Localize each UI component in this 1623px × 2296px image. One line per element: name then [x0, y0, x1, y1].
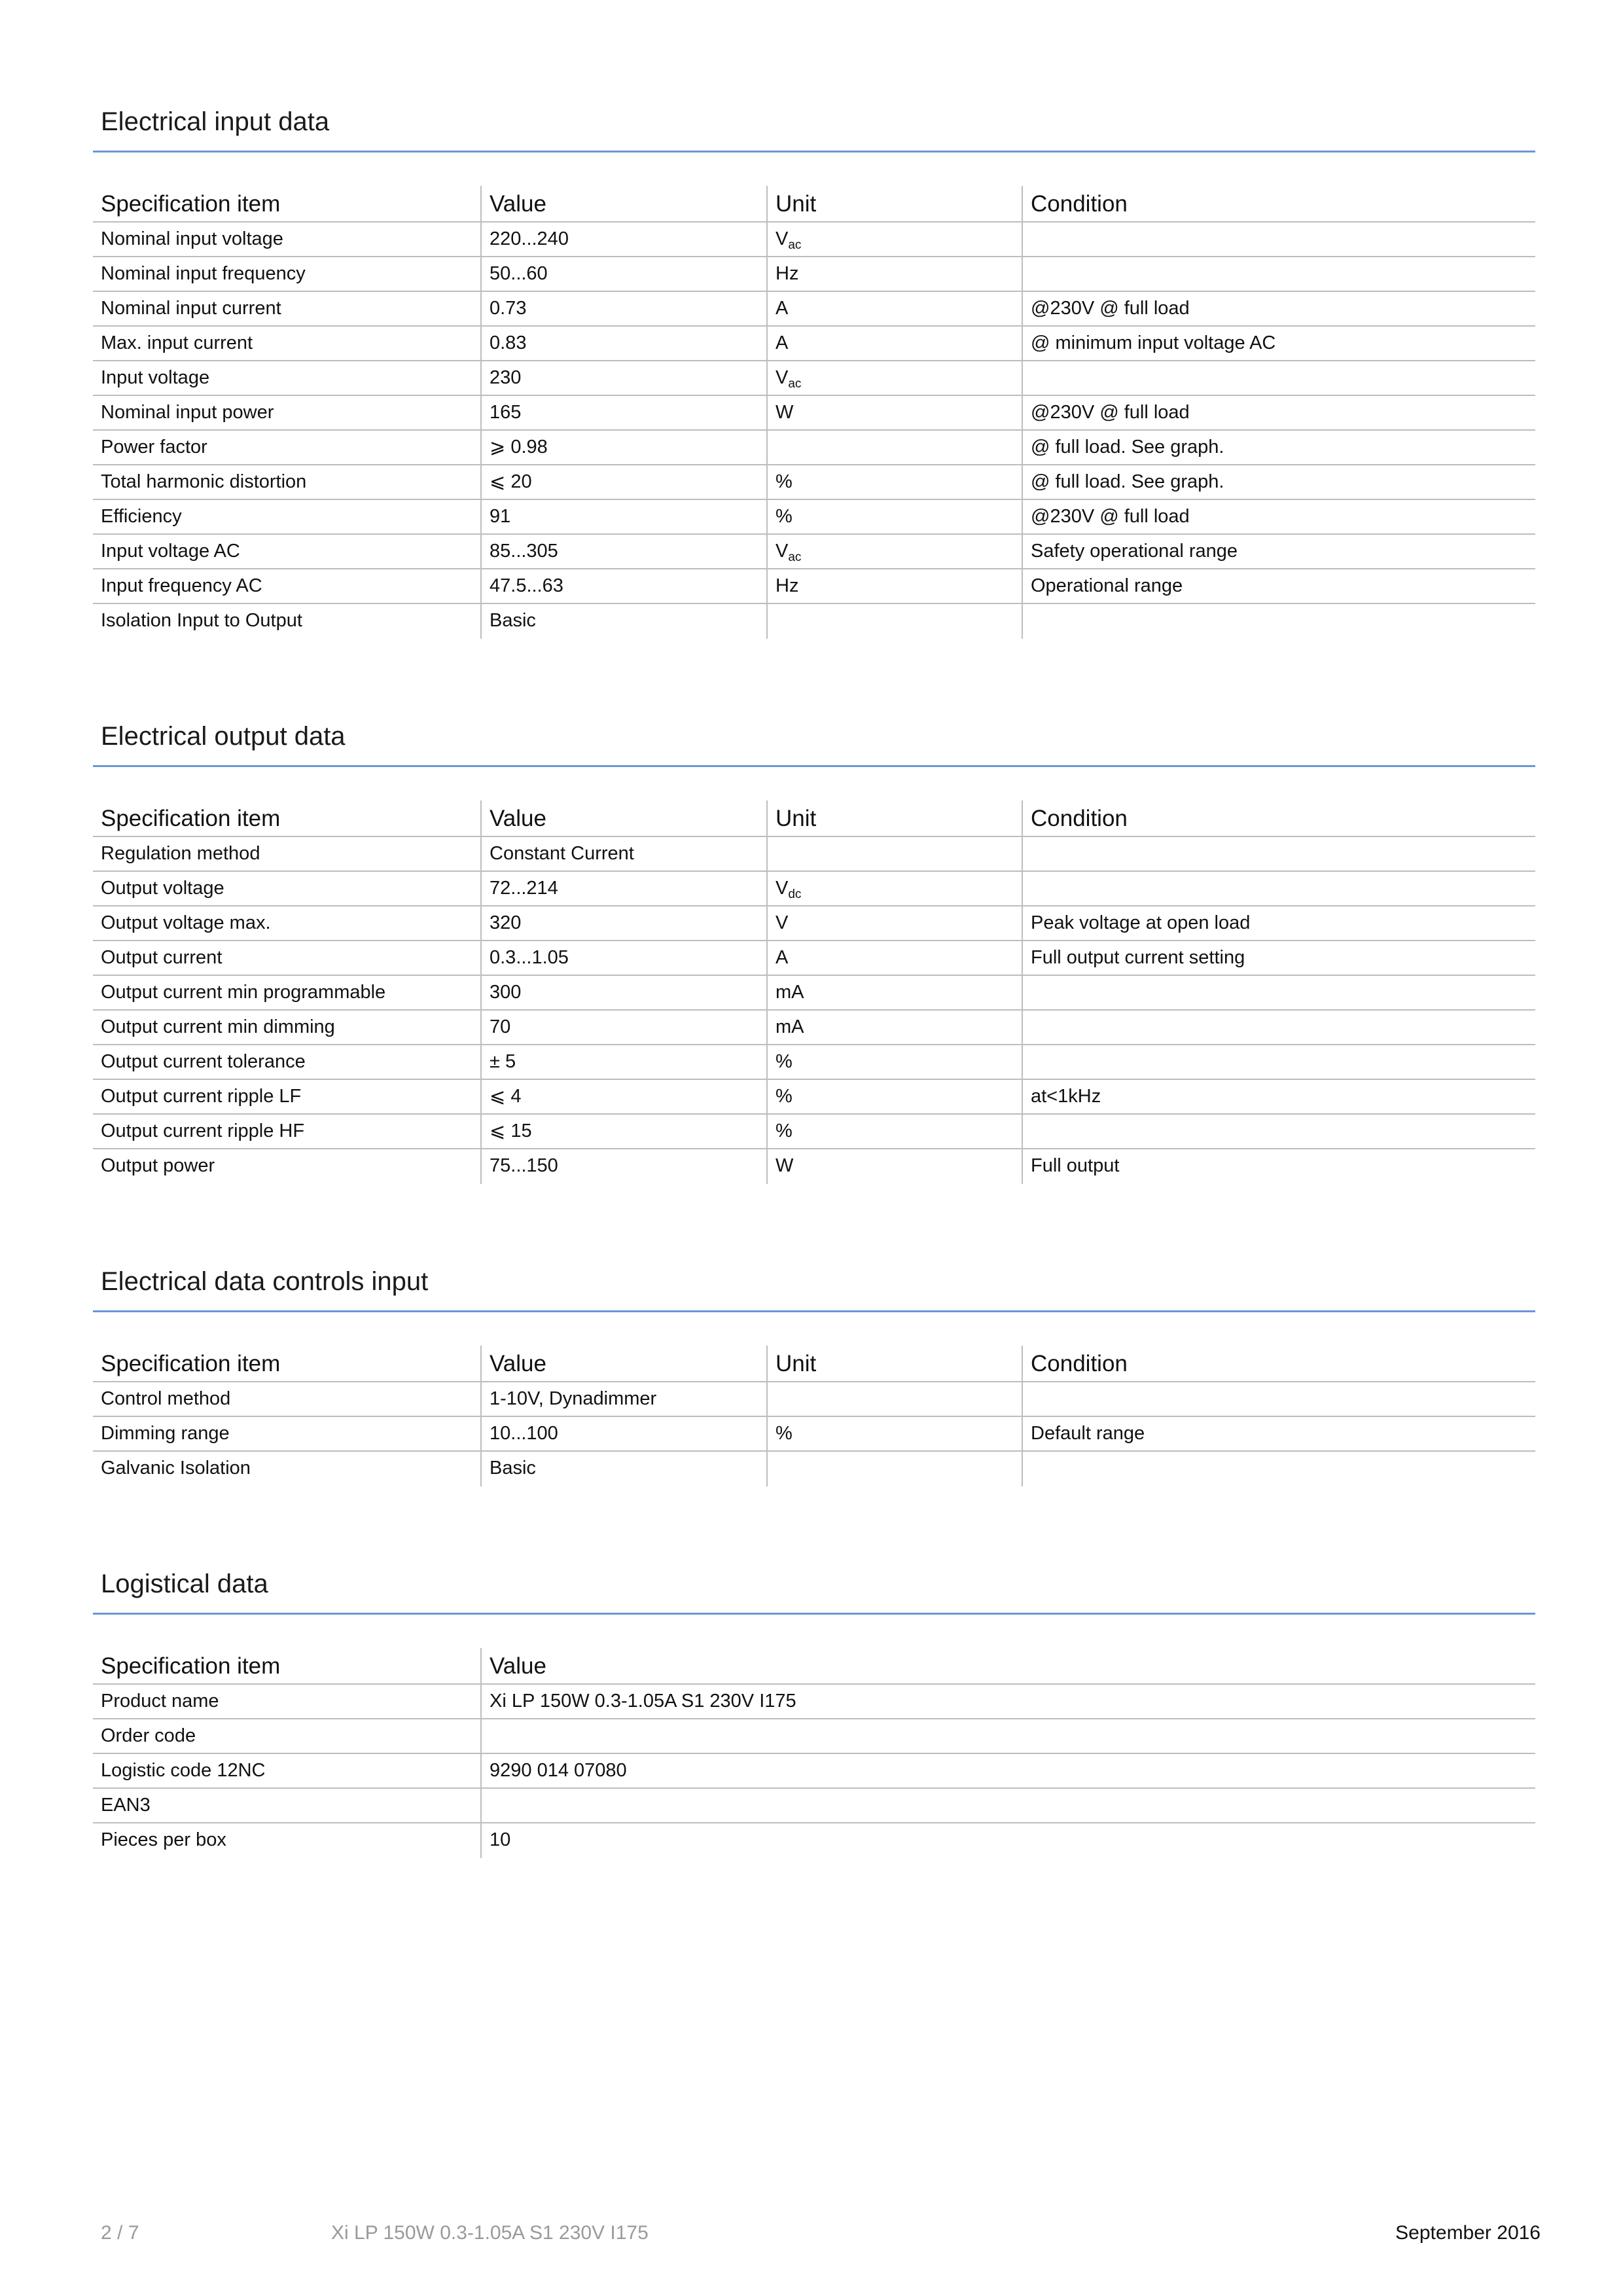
section-title: Electrical data controls input — [101, 1267, 429, 1296]
unit-cell — [766, 976, 1022, 1009]
spec-item-cell: Efficiency — [101, 506, 182, 527]
unit-symbol: A — [776, 332, 789, 353]
value-cell: ⩽ 20 — [480, 465, 766, 499]
table-row — [93, 1685, 1535, 1719]
unit-cell — [766, 1149, 1022, 1184]
value-cell: 300 — [480, 976, 766, 1009]
unit-cell — [766, 604, 1022, 639]
table-row — [93, 1823, 1535, 1858]
unit-cell — [766, 223, 1022, 256]
value-cell: 165 — [480, 396, 766, 429]
table-row — [93, 500, 1535, 535]
unit-cell — [766, 1115, 1022, 1148]
table-row — [93, 292, 1535, 327]
unit-symbol: W — [776, 402, 794, 423]
table-controls-input — [93, 1346, 1535, 1486]
section-divider — [93, 765, 1535, 767]
unit-cell — [766, 837, 1022, 870]
table-row — [93, 327, 1535, 361]
table-row — [93, 837, 1535, 872]
spec-item-cell: Output current ripple LF — [101, 1086, 302, 1107]
table-row — [93, 223, 1535, 257]
table-row — [93, 1011, 1535, 1045]
spec-item-cell: Output voltage max. — [101, 912, 271, 933]
unit-cell — [766, 872, 1022, 905]
value-cell: Basic — [480, 604, 766, 639]
table-row — [93, 941, 1535, 976]
unit-symbol: % — [776, 471, 793, 492]
header-spec-item: Specification item — [101, 1351, 281, 1376]
unit-cell — [766, 535, 1022, 568]
spec-item-cell: Output current — [101, 947, 223, 968]
unit-symbol: % — [776, 1051, 793, 1072]
table-row — [93, 976, 1535, 1011]
unit-symbol: V — [776, 228, 789, 249]
spec-item-cell: Dimming range — [101, 1423, 230, 1444]
condition-cell — [1022, 1382, 1535, 1416]
section-title: Electrical input data — [101, 107, 330, 136]
table-row — [93, 1719, 1535, 1754]
value-cell: Basic — [480, 1452, 766, 1486]
spec-item-cell: Product name — [101, 1691, 219, 1712]
unit-symbol: V — [776, 912, 789, 933]
condition-cell — [1022, 976, 1535, 1009]
spec-item-cell: Input voltage AC — [101, 541, 240, 562]
spec-item-cell: Nominal input frequency — [101, 263, 306, 284]
table-row — [93, 1417, 1535, 1452]
spec-item-cell: Logistic code 12NC — [101, 1760, 266, 1781]
section-title: Logistical data — [101, 1570, 268, 1598]
unit-symbol: % — [776, 1121, 793, 1141]
condition-cell — [1022, 604, 1535, 639]
value-cell: 0.73 — [480, 292, 766, 325]
unit-symbol: V — [776, 878, 789, 899]
unit-cell — [766, 1011, 1022, 1044]
condition-cell: @230V @ full load — [1022, 292, 1535, 325]
header-condition: Condition — [1022, 186, 1535, 221]
table-header-row — [93, 186, 1535, 223]
spec-item-cell: EAN3 — [101, 1795, 151, 1816]
unit-symbol: A — [776, 947, 789, 968]
header-spec-item: Specification item — [101, 191, 281, 217]
spec-item-cell: Output voltage — [101, 878, 224, 899]
spec-item-cell: Max. input current — [101, 332, 253, 353]
spec-item-cell: Output current tolerance — [101, 1051, 306, 1072]
header-value: Value — [480, 1346, 766, 1381]
spec-item-cell: Power factor — [101, 437, 207, 457]
value-cell: 50...60 — [480, 257, 766, 291]
unit-symbol: % — [776, 506, 793, 527]
value-cell: 85...305 — [480, 535, 766, 568]
spec-item-cell: Input voltage — [101, 367, 210, 388]
condition-cell — [1022, 872, 1535, 905]
table-header-row — [93, 1346, 1535, 1382]
unit-symbol: Hz — [776, 575, 799, 596]
spec-item-cell: Nominal input current — [101, 298, 281, 319]
table-row — [93, 1080, 1535, 1115]
value-cell: 220...240 — [480, 223, 766, 256]
table-header-row — [93, 800, 1535, 837]
header-unit: Unit — [766, 1346, 1022, 1381]
spec-item-cell: Input frequency AC — [101, 575, 262, 596]
unit-cell — [766, 906, 1022, 940]
value-cell: ⩾ 0.98 — [480, 431, 766, 464]
spec-item-cell: Galvanic Isolation — [101, 1458, 251, 1479]
table-electrical-output — [93, 800, 1535, 1184]
header-value: Value — [480, 1648, 1535, 1683]
value-cell: 0.3...1.05 — [480, 941, 766, 975]
table-row — [93, 872, 1535, 906]
condition-cell: @ full load. See graph. — [1022, 465, 1535, 499]
value-cell: ± 5 — [480, 1045, 766, 1079]
unit-cell — [766, 327, 1022, 360]
unit-subscript: ac — [788, 377, 802, 391]
value-cell: 320 — [480, 906, 766, 940]
unit-cell — [766, 1417, 1022, 1450]
condition-cell: at<1kHz — [1022, 1080, 1535, 1113]
table-row — [93, 465, 1535, 500]
unit-cell — [766, 431, 1022, 464]
condition-cell: @230V @ full load — [1022, 396, 1535, 429]
unit-cell — [766, 500, 1022, 533]
condition-cell: @230V @ full load — [1022, 500, 1535, 533]
header-condition: Condition — [1022, 1346, 1535, 1381]
unit-cell — [766, 257, 1022, 291]
table-row — [93, 1149, 1535, 1184]
unit-symbol: mA — [776, 982, 804, 1003]
value-cell: 72...214 — [480, 872, 766, 905]
value-cell: 0.83 — [480, 327, 766, 360]
condition-cell: @ minimum input voltage AC — [1022, 327, 1535, 360]
spec-item-cell: Output current min programmable — [101, 982, 386, 1003]
section-divider — [93, 151, 1535, 152]
spec-item-cell: Order code — [101, 1725, 196, 1746]
table-row — [93, 1115, 1535, 1149]
condition-cell: Full output current setting — [1022, 941, 1535, 975]
unit-symbol: V — [776, 541, 789, 562]
value-cell: 1-10V, Dynadimmer — [480, 1382, 766, 1416]
condition-cell: Operational range — [1022, 569, 1535, 603]
header-value: Value — [480, 800, 766, 836]
unit-cell — [766, 1045, 1022, 1079]
condition-cell: Default range — [1022, 1417, 1535, 1450]
unit-cell — [766, 1382, 1022, 1416]
condition-cell: @ full load. See graph. — [1022, 431, 1535, 464]
condition-cell — [1022, 837, 1535, 870]
table-row — [93, 535, 1535, 569]
unit-cell — [766, 465, 1022, 499]
condition-cell — [1022, 1452, 1535, 1486]
condition-cell: Peak voltage at open load — [1022, 906, 1535, 940]
header-unit: Unit — [766, 800, 1022, 836]
spec-item-cell: Total harmonic distortion — [101, 471, 307, 492]
unit-cell — [766, 941, 1022, 975]
value-cell — [480, 1719, 1535, 1753]
value-cell — [480, 1789, 1535, 1822]
section-divider — [93, 1310, 1535, 1312]
table-electrical-input — [93, 186, 1535, 639]
unit-subscript: ac — [788, 550, 802, 564]
unit-cell — [766, 361, 1022, 395]
unit-cell — [766, 292, 1022, 325]
unit-symbol: % — [776, 1423, 793, 1444]
unit-cell — [766, 1452, 1022, 1486]
value-cell: 75...150 — [480, 1149, 766, 1184]
unit-cell — [766, 396, 1022, 429]
unit-cell — [766, 569, 1022, 603]
footer-product-name: Xi LP 150W 0.3-1.05A S1 230V I175 — [331, 2222, 649, 2244]
header-value: Value — [480, 186, 766, 221]
unit-symbol: A — [776, 298, 789, 319]
table-logistical — [93, 1648, 1535, 1858]
spec-item-cell: Output current ripple HF — [101, 1121, 305, 1141]
value-cell: Constant Current — [480, 837, 766, 870]
table-row — [93, 604, 1535, 639]
header-spec-item: Specification item — [101, 806, 281, 831]
spec-item-cell: Isolation Input to Output — [101, 610, 302, 631]
spec-item-cell: Nominal input power — [101, 402, 274, 423]
header-unit: Unit — [766, 186, 1022, 221]
table-row — [93, 906, 1535, 941]
value-cell: ⩽ 4 — [480, 1080, 766, 1113]
condition-cell — [1022, 1115, 1535, 1148]
condition-cell — [1022, 361, 1535, 395]
value-cell: 70 — [480, 1011, 766, 1044]
table-row — [93, 1045, 1535, 1080]
table-header-row — [93, 1648, 1535, 1685]
header-spec-item: Specification item — [101, 1653, 281, 1679]
table-row — [93, 1382, 1535, 1417]
condition-cell — [1022, 1045, 1535, 1079]
table-row — [93, 257, 1535, 292]
table-row — [93, 431, 1535, 465]
table-row — [93, 1452, 1535, 1486]
unit-symbol: % — [776, 1086, 793, 1107]
condition-cell — [1022, 257, 1535, 291]
spec-item-cell: Pieces per box — [101, 1829, 226, 1850]
value-cell: 9290 014 07080 — [480, 1754, 1535, 1787]
value-cell: 91 — [480, 500, 766, 533]
table-row — [93, 1789, 1535, 1823]
condition-cell — [1022, 223, 1535, 256]
unit-symbol: mA — [776, 1016, 804, 1037]
spec-item-cell: Nominal input voltage — [101, 228, 283, 249]
header-condition: Condition — [1022, 800, 1535, 836]
page-number: 2 / 7 — [101, 2222, 139, 2244]
condition-cell: Safety operational range — [1022, 535, 1535, 568]
condition-cell: Full output — [1022, 1149, 1535, 1184]
condition-cell — [1022, 1011, 1535, 1044]
spec-item-cell: Output power — [101, 1155, 215, 1176]
section-divider — [93, 1613, 1535, 1615]
unit-symbol: W — [776, 1155, 794, 1176]
unit-subscript: ac — [788, 238, 802, 252]
value-cell: 47.5...63 — [480, 569, 766, 603]
unit-symbol: Hz — [776, 263, 799, 284]
unit-subscript: dc — [788, 888, 802, 901]
section-title: Electrical output data — [101, 722, 346, 751]
value-cell: Xi LP 150W 0.3-1.05A S1 230V I175 — [480, 1685, 1535, 1718]
value-cell: 10...100 — [480, 1417, 766, 1450]
unit-cell — [766, 1080, 1022, 1113]
table-row — [93, 1754, 1535, 1789]
value-cell: 230 — [480, 361, 766, 395]
value-cell: 10 — [480, 1823, 1535, 1858]
spec-item-cell: Control method — [101, 1388, 231, 1409]
value-cell: ⩽ 15 — [480, 1115, 766, 1148]
table-row — [93, 569, 1535, 604]
spec-item-cell: Output current min dimming — [101, 1016, 335, 1037]
unit-symbol: V — [776, 367, 789, 388]
table-row — [93, 361, 1535, 396]
table-row — [93, 396, 1535, 431]
footer-date: September 2016 — [1395, 2222, 1541, 2244]
spec-item-cell: Regulation method — [101, 843, 260, 864]
